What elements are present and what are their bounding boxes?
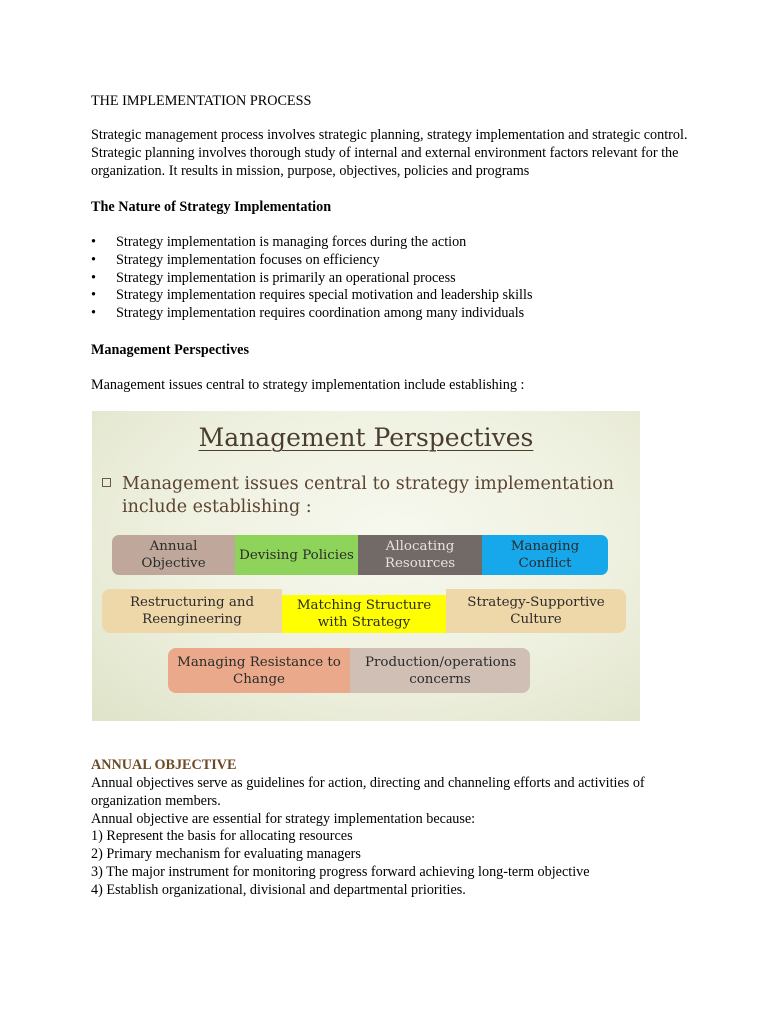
box-devising-policies: [235, 535, 358, 575]
box-allocating-resources: [358, 535, 482, 575]
bullet-icon: •: [91, 305, 96, 322]
annual-line: Annual objective are essential for strategy implementation because:: [91, 810, 476, 827]
annual-line: Annual objectives serve as guidelines for action, directing and channeling efforts and activities of organization members.: [91, 775, 645, 809]
box-production-operations: [350, 648, 530, 693]
list-item-text: Strategy implementation requires coordination among many individuals: [116, 305, 525, 322]
box-label: Devising Policies: [239, 547, 354, 563]
box-label: Annual Objective: [141, 539, 206, 571]
box-label: Managing Conflict: [510, 539, 580, 571]
box-restructuring: [102, 589, 282, 633]
nature-bullet-list: [91, 234, 691, 323]
box-label: Managing Resistance to Change: [177, 654, 341, 687]
list-item: [91, 234, 691, 252]
list-item-text: Strategy implementation is primarily an operational process: [116, 269, 456, 286]
bullet-icon: •: [91, 234, 96, 250]
box-label: Strategy-Supportive Culture: [467, 595, 605, 627]
intro-paragraph: Strategic management process involves strategic planning, strategy implementation and strategic control. Strategic planning involves thorough study of internal and external environment factors relevant for the organization. It results in mission, purpose, objectives, policies and programs: [91, 127, 688, 179]
nature-heading: The Nature of Strategy Implementation: [91, 199, 332, 215]
list-item: [91, 252, 691, 270]
management-perspectives-slide: [92, 411, 640, 721]
slide-bullet-text: Management issues central to strategy implementation include establishing :: [122, 474, 615, 517]
box-strategy-supportive-culture: [446, 589, 626, 633]
annual-line: 3) The major instrument for monitoring progress forward achieving long-term objective: [91, 863, 590, 880]
annual-line: 2) Primary mechanism for evaluating managers: [91, 846, 361, 863]
box-matching-structure: [282, 595, 446, 633]
list-item: [91, 305, 691, 323]
list-item: [91, 287, 691, 305]
square-bullet-icon: [102, 478, 111, 487]
bullet-icon: •: [91, 251, 96, 268]
box-label: Matching Structure with Strategy: [296, 598, 432, 630]
box-label: Restructuring and Reengineering: [129, 595, 255, 627]
slide-title: Management Perspectives: [198, 423, 534, 452]
annual-line: 4) Establish organizational, divisional and departmental priorities.: [91, 881, 466, 898]
list-item: [91, 270, 691, 288]
bullet-icon: •: [91, 287, 96, 304]
management-heading: Management Perspectives: [91, 342, 249, 358]
annual-objective-heading: ANNUAL OBJECTIVE: [91, 757, 237, 773]
list-item-text: Strategy implementation is managing forces during the action: [116, 234, 467, 250]
annual-line: 1) Represent the basis for allocating resources: [91, 828, 353, 845]
list-item-text: Strategy implementation focuses on efficiency: [116, 251, 380, 268]
bullet-icon: •: [91, 269, 96, 286]
box-managing-resistance: [168, 648, 350, 693]
page-title: THE IMPLEMENTATION PROCESS: [91, 93, 312, 109]
list-item-text: Strategy implementation requires special motivation and leadership skills: [116, 287, 533, 304]
box-label: Production/operations concerns: [365, 654, 517, 687]
box-managing-conflict: [482, 535, 608, 575]
annual-objective-body: [91, 775, 711, 900]
box-label: Allocating Resources: [384, 539, 456, 571]
box-annual-objective: [112, 535, 235, 575]
management-intro-line: Management issues central to strategy implementation include establishing :: [91, 377, 525, 393]
